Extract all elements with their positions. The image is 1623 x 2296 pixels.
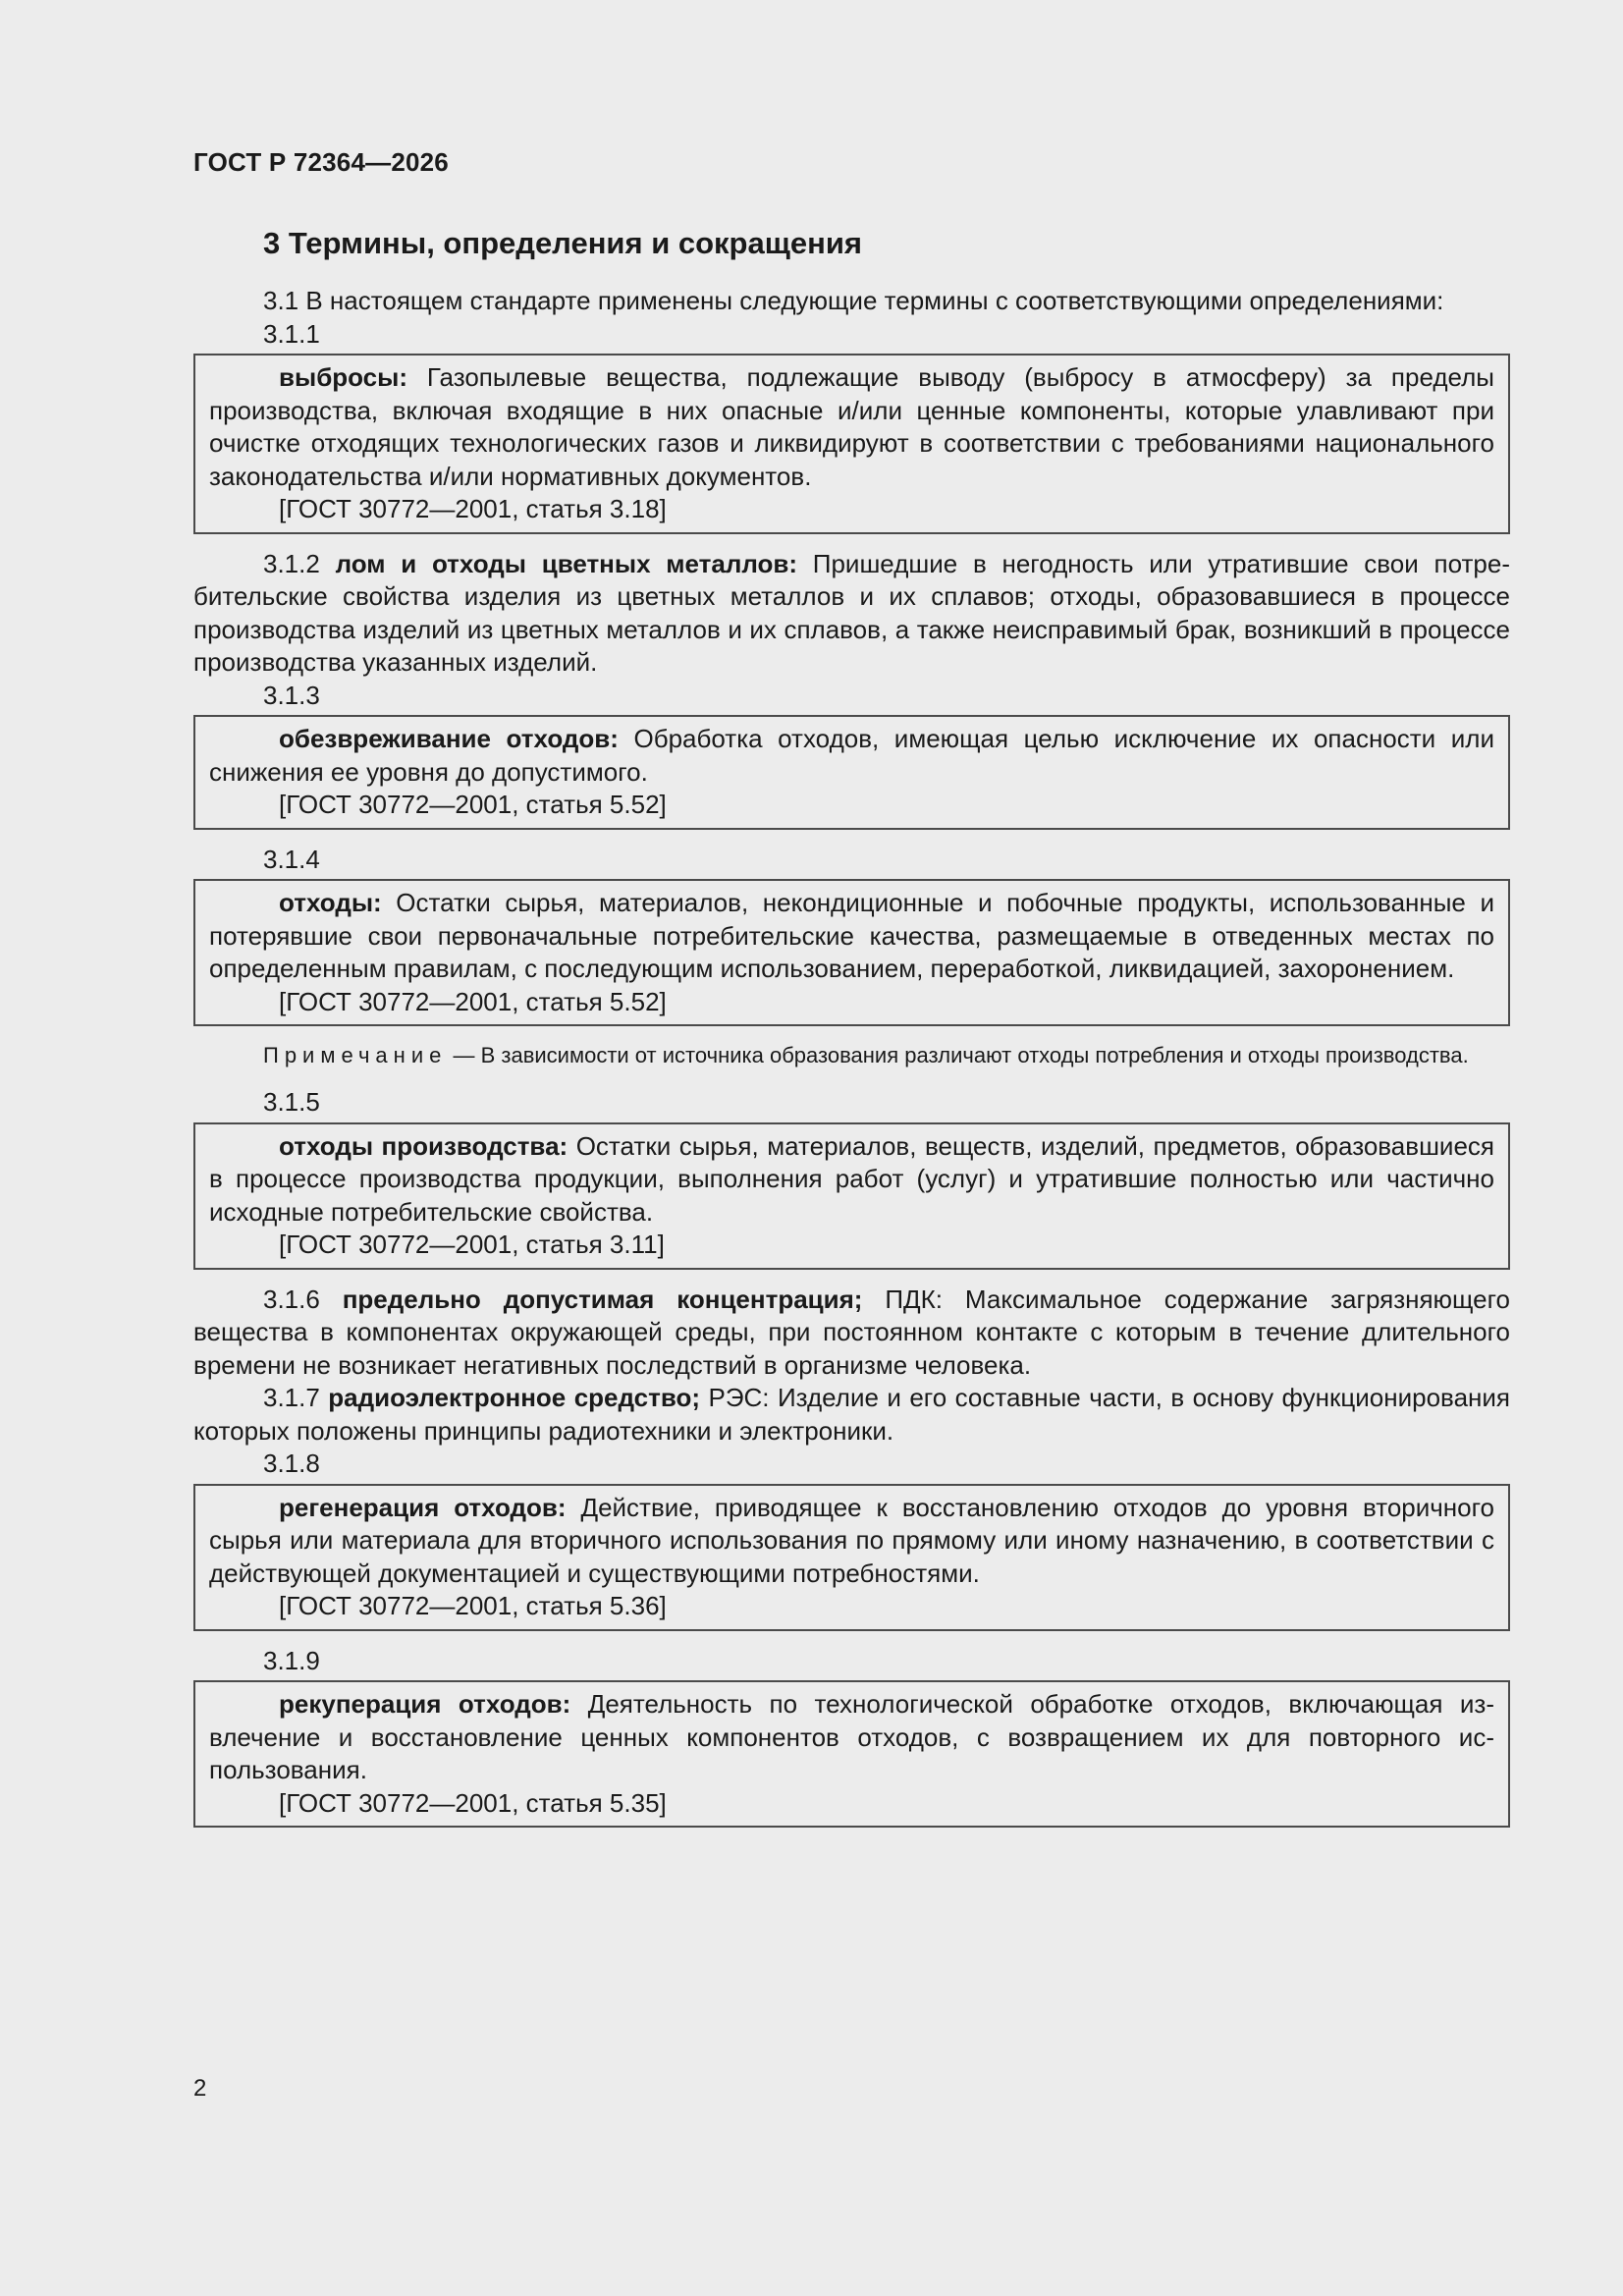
term-number: 3.1.3	[263, 680, 320, 710]
term-definition	[209, 361, 1494, 493]
term-number: 3.1.8	[263, 1449, 320, 1478]
term-number: 3.1.5	[263, 1087, 320, 1117]
term: рекуперация отходов:	[279, 1689, 571, 1719]
definition: Остатки сырья, материалов, некондиционные и побочные продукты, использованные и потерявшие свои первоначальные потребительские качества, размещаемые в отведенных местах по определенным правилам, с последующим использованием, переработкой, ликвидацией, захоронением.	[209, 888, 1494, 983]
term-source: [ГОСТ 30772—2001, статья 5.52]	[279, 986, 667, 1016]
document-header: ГОСТ Р 72364—2026	[193, 147, 449, 177]
term: отходы:	[279, 888, 382, 917]
term-definition	[209, 723, 1494, 789]
term-number: 3.1.6	[263, 1284, 320, 1314]
term: отходы производства:	[279, 1130, 568, 1161]
term-box	[193, 879, 1510, 1026]
definition: Деятельность по технологической обработке отходов, включающая извлечение и восстановление ценных компонентов отходов, с возвращением их для повторного использования.	[209, 1689, 1494, 1784]
note-label: Примечание	[263, 1043, 448, 1067]
note	[193, 1040, 1510, 1070]
term-source: [ГОСТ 30772—2001, статья 3.11]	[279, 1230, 665, 1259]
term-definition	[209, 1688, 1494, 1787]
term-source: [ГОСТ 30772—2001, статья 5.36]	[279, 1591, 667, 1620]
term-definition	[193, 1284, 1510, 1383]
intro: 3.1 В настоящем стандарте применены следующие термины с соответствующими определениями:	[263, 286, 1444, 315]
definition: РЭС: Изделие и его составные части, в основу функционирования которых положены принципы радиотехники и электроники.	[193, 1383, 1510, 1446]
section-title: 3 Термины, определения и сокращения	[263, 226, 862, 260]
definition: ПДК: Максимальное содержание загрязняющего вещества в компонентах окружающей среды, при постоянном контакте с которым в течение длительного времени не возникает негативных последствий в организме человека.	[193, 1284, 1510, 1380]
term-source: [ГОСТ 30772—2001, статья 3.18]	[279, 494, 667, 523]
term-box	[193, 1484, 1510, 1631]
definition: Газопылевые вещества, подлежащие выводу (выбросу в атмосферу) за пределы производства, включая входящие в них опасные и/или ценные компоненты, которые улавливают при очистке отходящих технологических газов и ликвидируют в соответствии с требованиями национального законодательства и/или нормативных документов.	[209, 362, 1494, 491]
term: радиоэлектронное средство;	[328, 1383, 701, 1412]
content	[193, 285, 1510, 1841]
term-definition	[209, 887, 1494, 986]
term-definition	[193, 548, 1510, 680]
definition: Обработка отходов, имеющая целью исключение их опасности или снижения ее уровня до допустимого.	[209, 724, 1494, 787]
definition: Остатки сырья, материалов, веществ, изделий, предметов, образовавшиеся в процессе производства продукции, выполнения работ (услуг) и утратившие полностью или частично исходные потребительские свойства.	[209, 1130, 1494, 1227]
term-box	[193, 715, 1510, 830]
term: лом и отходы цветных металлов:	[335, 548, 798, 578]
term: предельно допустимая концентрация;	[342, 1284, 863, 1314]
term-definition	[193, 1382, 1510, 1448]
term-number: 3.1.4	[263, 844, 320, 874]
term-definition	[209, 1492, 1494, 1591]
term-definition	[209, 1130, 1494, 1230]
page-number: 2	[193, 2075, 207, 2102]
term-source: [ГОСТ 30772—2001, статья 5.52]	[279, 790, 667, 819]
term-number: 3.1.9	[263, 1645, 320, 1675]
definition: Действие, приводящее к восстановлению отходов до уровня вторичного сырья или материала для вторичного использования по прямому или иному назначению, в соответствии с действующей документацией и существующими потребностями.	[209, 1492, 1494, 1588]
term-box	[193, 354, 1510, 534]
definition: Пришедшие в негодность или утратившие свои потребительские свойства изделия из цветных металлов и их сплавов; отходы, образовавшиеся в процессе производства изделий из цветных металлов и их сплавов, а также неисправимый брак, возникший в процессе производства указанных изделий.	[193, 548, 1510, 677]
term-box	[193, 1680, 1510, 1828]
term: обезвреживание отходов:	[279, 724, 619, 753]
term: регенерация отходов:	[279, 1492, 567, 1522]
term-number: 3.1.7	[263, 1383, 320, 1412]
term-number: 3.1.2	[263, 548, 320, 578]
term: выбросы:	[279, 362, 407, 392]
term-source: [ГОСТ 30772—2001, статья 5.35]	[279, 1787, 667, 1818]
term-number: 3.1.1	[263, 318, 320, 349]
term-box	[193, 1122, 1510, 1270]
note-text: — В зависимости от источника образования различают отходы потребления и отходы производства.	[453, 1043, 1469, 1067]
